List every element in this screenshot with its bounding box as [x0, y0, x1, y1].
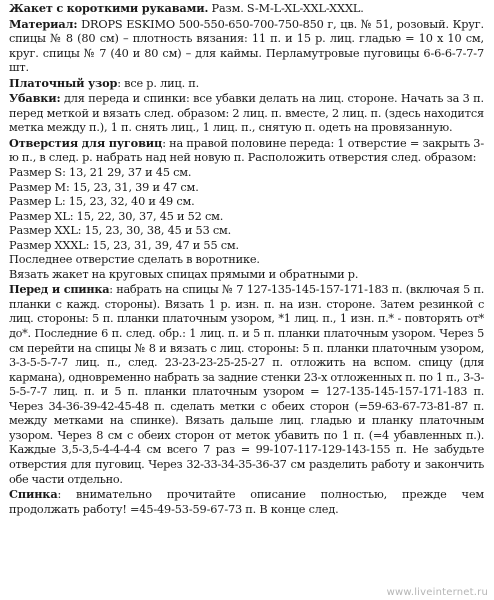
site-watermark: www.liveinternet.ru	[386, 587, 488, 598]
back-paragraph	[9, 487, 484, 517]
materials-text: DROPS ESKIMO 500-550-650-700-750-850 г, цв. № 51, розовый. Круг. спицы № 8 (80 см) – плотность вязания: 11 п. и 15 р. лиц. гладью = 10 х 10 см, круг. спицы № 7 (40 и 80 см) – для каймы. Перламутровые пуговицы 6-6-6-7-7-7 шт.	[9, 17, 484, 75]
back-label: Спинка	[9, 487, 58, 502]
size-line-l: Размер L: 15, 23, 32, 40 и 49 см.	[9, 195, 195, 209]
back-text: : внимательно прочитайте описание полностью, прежде чем продолжать работу! =45-49-53-59-67-73 п. В конце след.	[9, 488, 484, 516]
decreases-text: для переда и спинки: все убавки делать на лиц. стороне. Начать за 3 п. перед меткой и вязать след. образом: 2 лиц. п. вместе, 2 лиц. п. (здесь находится метка между п.), 1 п. снять лиц., 1 лиц. п., снятую п. одеть на провязанную.	[9, 92, 484, 135]
buttonholes-text: : на правой половине переда: 1 отверстие = закрыть 3-ю п., в след. р. набрать над ней новую п. Расположить отверстия след. образом:	[9, 136, 484, 165]
materials-paragraph	[9, 17, 484, 76]
buttonholes-label: Отверстия для пуговиц	[9, 135, 163, 150]
knitting-note: Вязать жакет на круговых спицах прямыми и обратными р.	[9, 267, 359, 281]
title-line	[9, 1, 484, 17]
pattern-text: : все р. лиц. п.	[117, 76, 200, 90]
buttonholes-paragraph	[9, 136, 484, 166]
pattern-paragraph	[9, 76, 484, 92]
size-line-xl: Размер XL: 15, 22, 30, 37, 45 и 52 см.	[9, 209, 224, 223]
size-line-s: Размер S: 13, 21 29, 37 и 45 см.	[9, 166, 192, 180]
title-sizes: Разм. S-M-L-XL-XXL-XXXL.	[208, 2, 364, 15]
front-and-back-label: Перед и спинка	[9, 282, 110, 297]
decreases-paragraph	[9, 91, 484, 136]
front-and-back-paragraph	[9, 282, 484, 487]
size-line-m: Размер M: 15, 23, 31, 39 и 47 см.	[9, 180, 199, 194]
size-line-xxxl: Размер XXXL: 15, 23, 31, 39, 47 и 55 см.	[9, 238, 240, 252]
last-buttonhole-note: Последнее отверстие сделать в воротнике.	[9, 253, 260, 267]
size-line-xxl: Размер XXL: 15, 23, 30, 38, 45 и 53 см.	[9, 224, 232, 238]
title-label: Жакет с короткими рукавами.	[9, 1, 209, 15]
materials-label: Материал:	[9, 16, 78, 31]
pattern-label: Платочный узор	[9, 75, 118, 90]
decreases-label: Убавки:	[9, 91, 61, 106]
front-and-back-text: : набрать на спицы № 7 127-135-145-157-171-183 п. (включая 5 п. планки с кажд. стороны). Вязать 1 р. изн. п. на изн. стороне. Затем резинкой с лиц. стороны: 5 п. планки платочным узором, *1 лиц. п., 1 изн. п.* - повторять от* до*. Последние 6 п. след. обр.: 1 лиц. п. и 5 п. планки платочным узором. Через 5 см перейти на спицы № 8 и вязать с лиц. стороны: 5 п. планки платочным узором, 3-3-5-5-7-7 лиц. п., след. 23-23-23-25-25-27 п. отложить на вспом. спицу (для кармана), одновременно набрать за задние стенки 23-х отложенных п. по 1 п., 3-3-5-5-7-7 лиц. п. и 5 п. планки платочным узором = 127-135-145-157-171-183 п. Через 34-36-39-42-45-48 п. сделать метки с обеих сторон (=59-63-67-73-81-87 п. между метками на спинке). Вязать дальше лиц. гладью и планку платочным узором. Через 8 см с обеих сторон от меток убавить по 1 п. (=4 убавленных п.). Каждые 3,5-3,5-4-4-4-4 см всего 7 раз = 99-107-117-129-143-155 п. Не забудьте отверстия для пуговиц. Через 32-33-34-35-36-37 см разделить работу и закончить обе части отдельно.	[9, 283, 485, 486]
